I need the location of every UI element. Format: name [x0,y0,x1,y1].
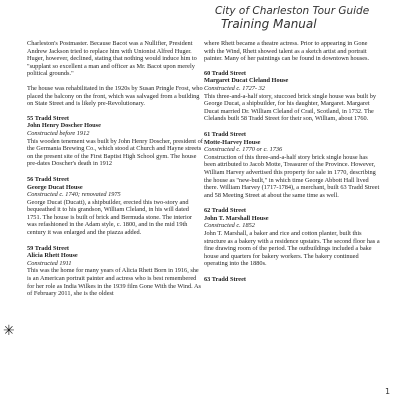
entry-description: This wooden tenement was built by John Henry Doscher, president of the Germania Brewing Co., which stood at Church and Hayne streets on the present site of the First Baptist High School gym. The house pre-dates Doscher's death in 1912 [27,137,203,168]
entry-address: 60 Tradd Street [204,69,246,77]
right-column [204,40,380,292]
entry-construction-date: Constructed c. 1727- 32 [204,84,265,92]
entry-construction-date: Constructed before 1912 [27,129,90,137]
entry-description: This was the home for many years of Alicia Rhett Born in 1916, she is an American portrait painter and actress who is best remembered for her role as India Wilkes in the 1939 film Gone With the Wind. As of February 2011, she is the oldest [27,267,201,298]
house-entry [204,70,380,123]
entry-house-name: Motte-Harvey House [204,138,261,146]
house-entry [204,131,380,199]
entry-house-name: Alicia Rhett House [27,252,78,260]
entry-address: 61 Tradd Street [204,130,246,138]
house-entry [204,207,380,268]
entry-house-name: Margaret Ducat Cleland House [204,77,289,85]
house-entry [204,276,380,284]
entry-description: George Ducat (Ducatt), a shipbuilder, erected this two-story and bequeathed it to his grandson, William Cleland, in his will dated 1751. The house is built of brick and Bermuda stone. The interior was refashioned in the Adam style, c. 1800, and in the mid 19th century it was enlarged and the piazza added. [27,198,193,237]
entry-description: Construction of this three-and-a-half story brick single house has been attributed to Jacob Motte, Treasurer of the Province. However, William Harvey advertised this property for sale in 1770, describing the house as "new-built," in which time George Abbott Hall lived there. William Harvey (1717-1784), a merchant, built 63 Tradd Street and 58 Meeting Street at about the same time as well. [204,153,380,199]
entry-description: John T. Marshall, a baker and rice and cotton planter, built this structure as a bakery with a residence upstairs. The second floor has a fine drawing room of the period. The outbuildings included a bake house and quarters for bakery workers. The bakery continued operating into the 1880s. [204,230,380,268]
entry-description: This three-and-a-half story, stuccoed brick single house was built by George Ducat, a shipbuilder, for his daughter, Margaret. Margaret Ducat married Dr. William Cleland of Crail, Scotland, in 1732. The Clelands built 58 Tradd Street for their son, William, about 1760. [204,92,377,123]
entry-address: 63 Tradd Street [204,276,246,284]
header-line-2: Training Manual [221,17,317,31]
left-column [27,40,203,306]
entry-house-name: John T. Marshall House [204,214,269,222]
house-entry [27,115,203,168]
house-entry [27,245,203,298]
intro-paragraph: The house was rehabilitated in the 1920s by Susan Pringle Frost, who placed the balcony on the front, which was salvaged from a building on State Street and is likely pre-Revolutionary. [27,84,203,108]
entry-address: 62 Tradd Street [204,207,246,215]
entry-address: 59 Tradd Street [27,244,69,252]
house-entry [27,176,203,237]
intro-paragraph: Charleston's Postmaster. Because Bacot was a Nullifier, President Andrew Jackson tried to replace him with Unionist Alfred Huger. Huger, however, declined, stating that nothing would induce him to "supplant so excellent a man and officer as Mr. Bacot upon merely political grounds." [27,40,197,78]
entry-address: 55 Tradd Street [27,114,69,122]
page-number: 1 [385,387,391,396]
entry-address: 56 Tradd Street [27,175,69,183]
intro-paragraph: where Rhett became a theatre actress. Prior to appearing in Gone with the Wind, Rhett showed talent as a sketch artist and portrait painter. Many of her paintings can be found in downtown houses. [204,40,370,63]
entry-house-name: George Ducat House [27,183,83,191]
entry-construction-date: Constructed 1911 [27,259,72,267]
entry-construction-date: Constructed c. 1852 [204,222,255,230]
entry-house-name: John Henry Doscher House [27,122,101,130]
entry-construction-date: Constructed c. 1770 or c. 1736 [204,146,283,154]
asterisk-margin-icon: ✳ [3,323,15,339]
entry-construction-date: Constructed c. 1740; renovated 1975 [27,191,121,199]
handwritten-header [215,5,380,31]
header-line-1: City of Charleston Tour Guide [215,5,370,17]
